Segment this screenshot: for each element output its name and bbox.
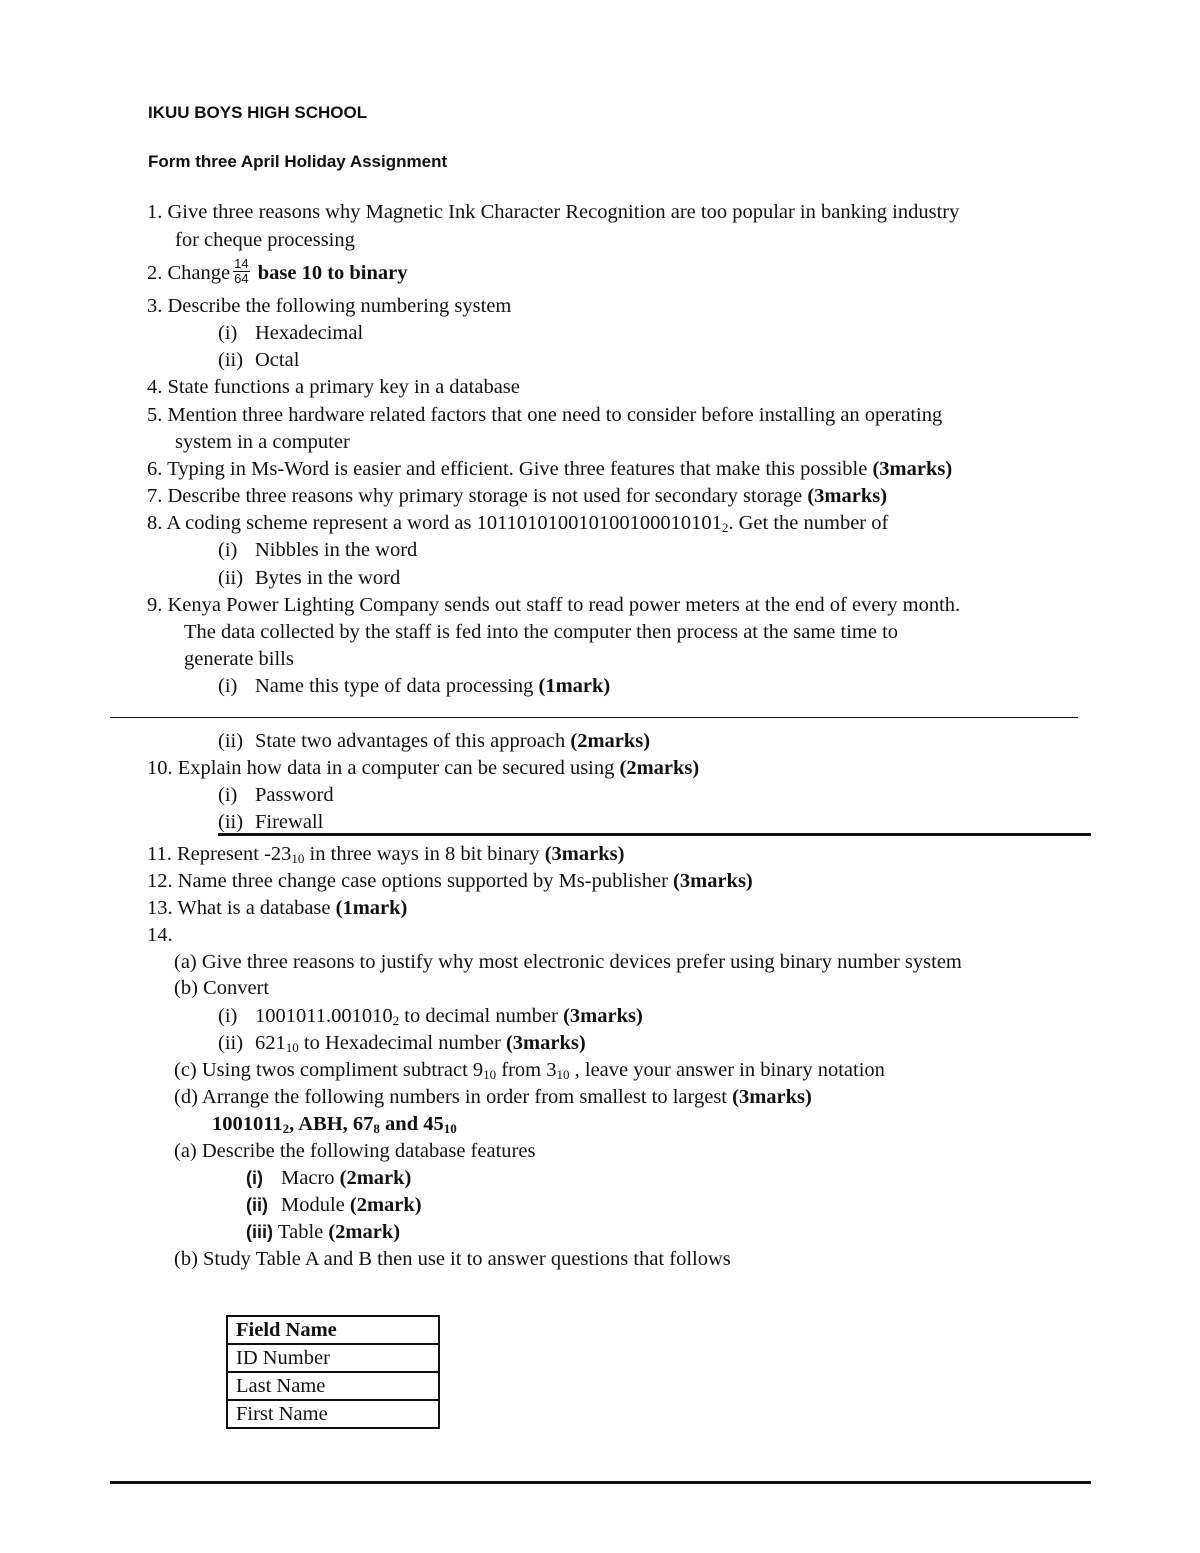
question-13-text: 13. What is a database: [147, 897, 336, 919]
table-header-cell: Field Name: [227, 1316, 439, 1344]
question-14-b: (b) Convert: [174, 977, 270, 999]
question-14-c-suffix: , leave your answer in binary notation: [569, 1059, 885, 1081]
question-9-ii-text: State two advantages of this approach: [255, 730, 571, 752]
table-cell: ID Number: [227, 1344, 439, 1372]
question-1-line-2: for cheque processing: [175, 229, 355, 251]
number-3-subscript: 10: [443, 1121, 457, 1136]
question-7-text: 7. Describe three reasons why primary storage is not used for secondary storage: [147, 485, 808, 507]
number-1-subscript: 2: [282, 1121, 290, 1136]
question-14-b-ii-marks: (3marks): [505, 1032, 586, 1054]
database-a-i-text: Macro: [281, 1167, 340, 1189]
database-a-ii-text: Module: [281, 1194, 350, 1216]
database-a: (a) Describe the following database features: [174, 1140, 536, 1162]
database-a-iii: [278, 1220, 400, 1244]
divider-line: [110, 717, 1078, 718]
question-14-c-text: (c) Using twos compliment subtract 9: [174, 1059, 484, 1081]
question-13-marks: (1mark): [335, 897, 408, 919]
database-a-iii-label: (iii): [246, 1222, 273, 1242]
question-3-i: Hexadecimal: [255, 322, 364, 344]
question-8-suffix: . Get the number of: [728, 512, 889, 534]
question-10: [147, 756, 699, 780]
thick-divider-line: [218, 833, 1091, 836]
question-14-d: [174, 1085, 812, 1109]
question-11-text: 11. Represent -23: [147, 843, 292, 865]
question-10-i-label: (i): [218, 784, 238, 806]
question-14-d-text: (d) Arrange the following numbers in order from smallest to largest: [174, 1086, 733, 1108]
school-title: IKUU BOYS HIGH SCHOOL: [148, 103, 368, 122]
question-2: [147, 256, 408, 289]
question-3: 3. Describe the following numbering system: [147, 295, 512, 317]
database-a-ii: [281, 1193, 422, 1217]
question-5-line-1: 5. Mention three hardware related factors that one need to consider before installing an operating: [147, 404, 943, 426]
table-row: [227, 1344, 439, 1372]
assignment-title: Form three April Holiday Assignment: [148, 152, 448, 171]
question-8-ii: Bytes in the word: [255, 567, 401, 589]
question-8-i: Nibbles in the word: [255, 539, 418, 561]
database-b: (b) Study Table A and B then use it to answer questions that follows: [174, 1248, 731, 1270]
question-14-c-subscript-2: 10: [556, 1067, 570, 1082]
question-3-ii: Octal: [255, 349, 300, 371]
table-row: [227, 1372, 439, 1400]
table-row: [227, 1400, 439, 1428]
question-14-c: [174, 1058, 885, 1082]
question-11-subscript: 10: [291, 851, 305, 866]
database-a-i-marks: (2mark): [339, 1167, 412, 1189]
question-8-subscript: 2: [721, 520, 729, 535]
question-14-c-middle: from 3: [496, 1059, 557, 1081]
database-a-iii-text: Table: [278, 1221, 329, 1243]
question-3-i-label: (i): [218, 322, 238, 344]
question-14-d-numbers: [212, 1112, 457, 1136]
question-14-b-i-label: (i): [218, 1005, 238, 1027]
question-6-text: 6. Typing in Ms-Word is easier and efficient. Give three features that make this possible: [147, 458, 873, 480]
question-9-i-text: Name this type of data processing: [255, 675, 539, 697]
question-12: [147, 869, 753, 893]
database-a-ii-label: (ii): [246, 1195, 268, 1215]
question-9-i-marks: (1mark): [538, 675, 611, 697]
field-table: [226, 1315, 440, 1429]
question-2-prefix: 2. Change: [147, 262, 231, 285]
question-6-marks: (3marks): [872, 458, 953, 480]
question-14-b-i-marks: (3marks): [563, 1005, 643, 1027]
table-cell: Last Name: [227, 1372, 439, 1400]
question-14-b-i-text: 1001011.001010: [255, 1005, 393, 1027]
number-3: and 45: [379, 1113, 444, 1135]
question-9-ii-marks: (2marks): [570, 730, 651, 752]
question-13: [147, 896, 407, 920]
question-14-b-ii-text: 621: [255, 1032, 286, 1054]
page-bottom-rule: [110, 1481, 1091, 1484]
question-5-line-2: system in a computer: [175, 431, 350, 453]
question-12-text: 12. Name three change case options supported by Ms-publisher: [147, 870, 674, 892]
table-header-row: [227, 1316, 439, 1344]
question-11: [147, 842, 624, 866]
question-2-suffix: base 10 to binary: [252, 262, 408, 285]
number-2-subscript: 8: [373, 1121, 380, 1136]
number-2: , ABH, 67: [289, 1113, 374, 1135]
question-14-b-ii-label: (ii): [218, 1032, 244, 1054]
database-a-i-label: (i): [246, 1168, 263, 1188]
question-11-marks: (3marks): [544, 843, 625, 865]
question-9-line-3: generate bills: [184, 648, 294, 670]
question-7-marks: (3marks): [807, 485, 888, 507]
question-14-b-i: [255, 1004, 643, 1028]
fraction-denominator: 64: [234, 271, 249, 286]
question-9-i: [255, 674, 610, 698]
question-8-text: 8. A coding scheme represent a word as 101101010010100100010101: [147, 512, 722, 534]
database-a-ii-marks: (2mark): [349, 1194, 422, 1216]
question-12-marks: (3marks): [673, 870, 753, 892]
question-10-marks: (2marks): [619, 757, 700, 779]
question-9-ii-label: (ii): [218, 730, 244, 752]
question-10-ii-label: (ii): [218, 811, 244, 833]
question-9-ii: [255, 729, 650, 753]
database-a-iii-marks: (2mark): [328, 1221, 401, 1243]
question-9-line-1: 9. Kenya Power Lighting Company sends out staff to read power meters at the end of every month.: [147, 594, 961, 616]
number-1: 1001011: [212, 1113, 283, 1135]
question-6: [147, 457, 952, 481]
question-14-c-subscript-1: 10: [483, 1067, 497, 1082]
question-9-i-label: (i): [218, 675, 238, 697]
question-8-ii-label: (ii): [218, 567, 244, 589]
question-14: 14.: [147, 924, 173, 946]
question-14-b-ii: [255, 1031, 586, 1055]
question-14-b-i-subscript: 2: [392, 1013, 400, 1028]
question-10-ii: Firewall: [255, 811, 324, 833]
question-14-d-marks: (3marks): [732, 1086, 812, 1108]
fraction-numerator: 14: [234, 256, 249, 271]
question-4: 4. State functions a primary key in a database: [147, 376, 520, 398]
question-11-suffix: in three ways in 8 bit binary: [304, 843, 545, 865]
question-14-a: (a) Give three reasons to justify why most electronic devices prefer using binary number system: [174, 951, 962, 973]
question-10-i: Password: [255, 784, 334, 806]
question-1-line-1: 1. Give three reasons why Magnetic Ink Character Recognition are too popular in banking industry: [147, 201, 960, 223]
question-7: [147, 484, 887, 508]
fraction: [233, 257, 249, 286]
question-8-i-label: (i): [218, 539, 238, 561]
question-14-b-i-suffix: to decimal number: [399, 1005, 564, 1027]
question-8: [147, 511, 888, 535]
question-14-b-ii-subscript: 10: [285, 1040, 299, 1055]
table-cell: First Name: [227, 1400, 439, 1428]
question-10-text: 10. Explain how data in a computer can be secured using: [147, 757, 620, 779]
question-9-line-2: The data collected by the staff is fed into the computer then process at the same time to: [184, 621, 899, 643]
question-3-ii-label: (ii): [218, 349, 244, 371]
database-a-i: [281, 1166, 411, 1190]
question-14-b-ii-suffix: to Hexadecimal number: [298, 1032, 506, 1054]
